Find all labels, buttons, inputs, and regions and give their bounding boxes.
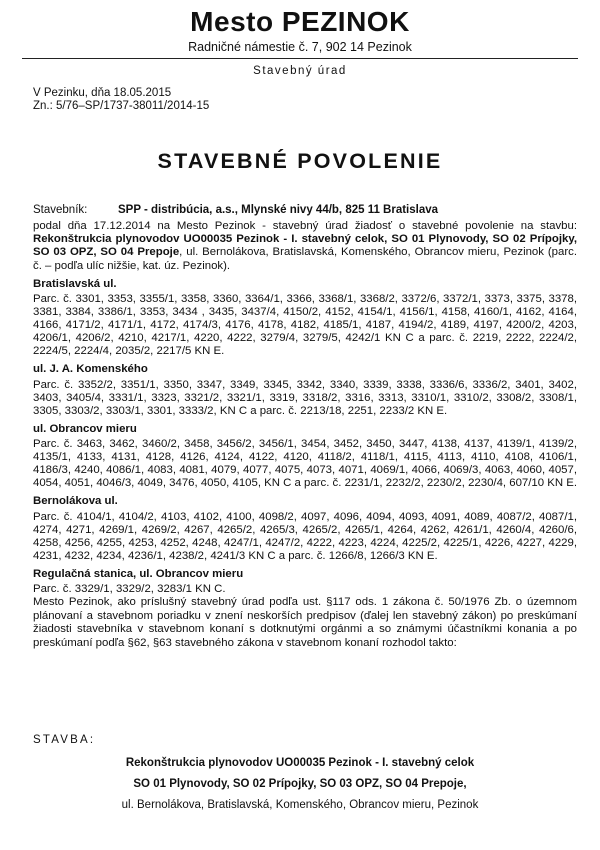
stavba-label: STAVBA: bbox=[33, 734, 96, 746]
section-komenskeho bbox=[33, 363, 577, 418]
city-address: Radničné námestie č. 7, 902 14 Pezinok bbox=[188, 40, 412, 54]
section-parcels: Parc. č. 3329/1, 3329/2, 3283/1 KN C. bbox=[33, 583, 226, 596]
document-title: STAVEBNÉ POVOLENIE bbox=[157, 149, 443, 173]
document-body bbox=[33, 220, 577, 650]
section-heading: Regulačná stanica, ul. Obrancov mieru bbox=[33, 567, 244, 580]
builder-label: Stavebník: bbox=[33, 204, 88, 216]
place-date: V Pezinku, dňa 18.05.2015 bbox=[33, 87, 172, 99]
intro-paragraph bbox=[33, 220, 577, 273]
header-divider bbox=[22, 58, 578, 59]
section-bernolakova bbox=[33, 495, 577, 563]
section-heading: Bernolákova ul. bbox=[33, 495, 118, 508]
section-parcels: Parc. č. 3352/2, 3351/1, 3350, 3347, 3349, 3345, 3342, 3340, 3339, 3338, 3336/6, 3336/2, 3401, 3402, 3403, 3405/4, 3331/1, 3323, 3321/2, 3321/1, 3319, 3318/2, 3316, 3313, 3310/1, 3310/2, 3308/2, 3308/1, 3305, 3303/2, 3303/1, 3301, 3333/2, KN C a parc. č. 2213/18, 2251, 2233/2 KN E. bbox=[33, 378, 577, 417]
stavba-line-3: ul. Bernolákova, Bratislavská, Komenského, Obrancov mieru, Pezinok bbox=[121, 799, 479, 811]
reference-number: Zn.: 5/76–SP/1737-38011/2014-15 bbox=[33, 100, 210, 112]
section-parcels: Parc. č. 3463, 3462, 3460/2, 3458, 3456/2, 3456/1, 3454, 3452, 3450, 3447, 4138, 4137, 4139/1, 4139/2, 4135/1, 4133, 4131, 4128, 4126, 4124, 4122, 4120, 4118/2, 4118/1, 4115, 4113, 4110, 4108, 4106/1, 4186/3, 4240, 4086/1, 4083, 4081, 4079, 4077, 4075, 4073, 4071, 4069/1, 4066, 4069/3, 4063, 4060, 4057, 4054, 4051, 4046/3, 4049, 3476, 4050, 4105, KN C a parc. č. 2231/1, 2232/2, 2230/2, 2230/4, 607/10 KN E. bbox=[33, 438, 578, 490]
intro-part2: , ul. Bernolákova, Bratislavská, Komenského, Obrancov mieru, Pezinok (parc. č. – podľa ulíc nižšie, kat. úz. Pezinok). bbox=[33, 246, 577, 272]
section-bratislavska bbox=[33, 278, 577, 359]
intro-project: Rekonštrukcia plynovodov UO00035 Pezinok - I. stavebný celok, SO 01 Plynovody, SO 02 Prípojky, SO 03 OPZ, SO 04 Prepoje bbox=[33, 233, 577, 259]
stavba-line-1: Rekonštrukcia plynovodov UO00035 Pezinok - I. stavebný celok bbox=[125, 757, 475, 769]
section-heading: Bratislavská ul. bbox=[33, 277, 117, 290]
section-heading: ul. J. A. Komenského bbox=[33, 363, 148, 376]
section-heading: ul. Obrancov mieru bbox=[33, 422, 137, 435]
section-parcels: Parc. č. 3301, 3353, 3355/1, 3358, 3360, 3364/1, 3366, 3368/1, 3368/2, 3372/6, 3372/1, 3373, 3375, 3378, 3381, 3384, 3386/1, 3353, 3434 , 3435, 3437/4, 4150/2, 4152, 4154/1, 4156/1, 4158, 4160/1, 4162, 4164, 4166, 4171/2, 4171/1, 4172, 4174/3, 4176, 4178, 4182, 4185/1, 4187, 4194/2, 4189, 4197, 4200/2, 4203, 4206/1, 4206/2, 4210, 4217/1, 4220, 4222, 3279/4, 3279/5, 4242/1 KN C a parc. č. 2219, 2222, 2224/2, 2224/5, 2224/4, 2035/2, 2217/5 KN E. bbox=[33, 293, 577, 358]
section-obrancov-mieru bbox=[33, 423, 577, 491]
intro-part1: podal dňa 17.12.2014 na Mesto Pezinok - stavebný úrad žiadosť o stavebné povolenie na stavbu: bbox=[33, 220, 577, 232]
decision-paragraph: Mesto Pezinok, ako príslušný stavebný úrad podľa ust. §117 ods. 1 zákona č. 50/1976 Zb. o územnom plánovaní a stavebnom poriadku v znení neskorších predpisov (ďalej len stavebný zákon) po preskúmaní žiadosti stavebníka v stavebnom konaní s dotknutými orgánmi a so známymi účastníkmi konania a po preskúmaní podľa §62, §63 stavebného zákona v stavebnom konaní rozhodol takto: bbox=[33, 596, 577, 649]
builder-value: SPP - distribúcia, a.s., Mlynské nivy 44/b, 825 11 Bratislava bbox=[118, 204, 439, 216]
office-name: Stavebný úrad bbox=[253, 65, 347, 77]
section-parcels: Parc. č. 4104/1, 4104/2, 4103, 4102, 4100, 4098/2, 4097, 4096, 4094, 4093, 4091, 4089, 4087/2, 4087/1, 4274, 4271, 4269/1, 4269/2, 4267, 4265/2, 4265/3, 4265/2, 4265/1, 4264, 4262, 4261/1, 4260/4, 4260/6, 4258, 4256, 4255, 4253, 4252, 4248, 4247/1, 4247/2, 4222, 4223, 4224, 4225/2, 4225/1, 4226, 4227, 4229, 4231, 4232, 4234, 4236/1, 4238/2, 4241/3 KN C a parc. č. 1266/8, 1266/3 KN E. bbox=[33, 510, 577, 562]
stavba-line-2: SO 01 Plynovody, SO 02 Prípojky, SO 03 OPZ, SO 04 Prepoje, bbox=[133, 778, 467, 790]
builder-line bbox=[33, 203, 438, 217]
city-title: Mesto PEZINOK bbox=[190, 6, 410, 37]
section-regulacna-stanica bbox=[33, 568, 577, 597]
